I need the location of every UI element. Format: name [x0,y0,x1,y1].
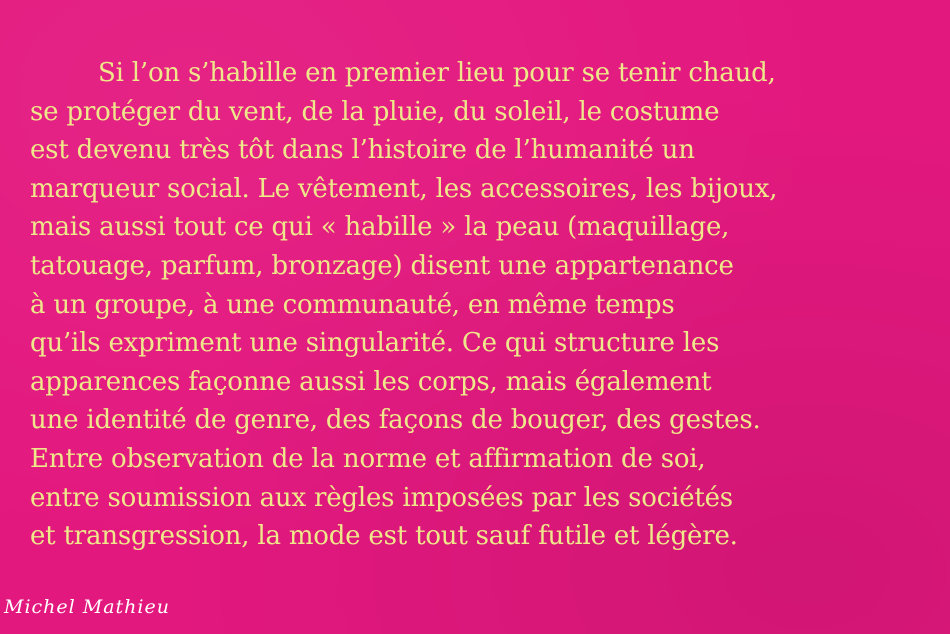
text-line: Si l’on s’habille en premier lieu pour se tenir chaud, [98,58,776,88]
text-line: se protéger du vent, de la pluie, du soleil, le costume [30,96,720,127]
text-line: entre soumission aux règles imposées par les sociétés [30,482,733,513]
text-line: qu’ils expriment une singularité. Ce qui structure les [30,328,720,359]
text-line: est devenu très tôt dans l’histoire de l’humanité un [30,135,695,166]
text-line: tatouage, parfum, bronzage) disent une appartenance [30,250,734,281]
text-line: à un groupe, à une communauté, en même temps [30,289,675,320]
photographer-signature: Michel Mathieu [4,596,170,618]
text-line: marqueur social. Le vêtement, les accessoires, les bijoux, [30,173,778,204]
text-line: mais aussi tout ce qui « habille » la peau (maquillage, [30,212,730,243]
text-line: Entre observation de la norme et affirmation de soi, [30,443,706,474]
text-paragraph [30,54,940,556]
text-line: et transgression, la mode est tout sauf futile et légère. [30,521,738,552]
text-line: une identité de genre, des façons de bouger, des gestes. [30,405,761,436]
text-line: apparences façonne aussi les corps, mais également [30,366,712,397]
